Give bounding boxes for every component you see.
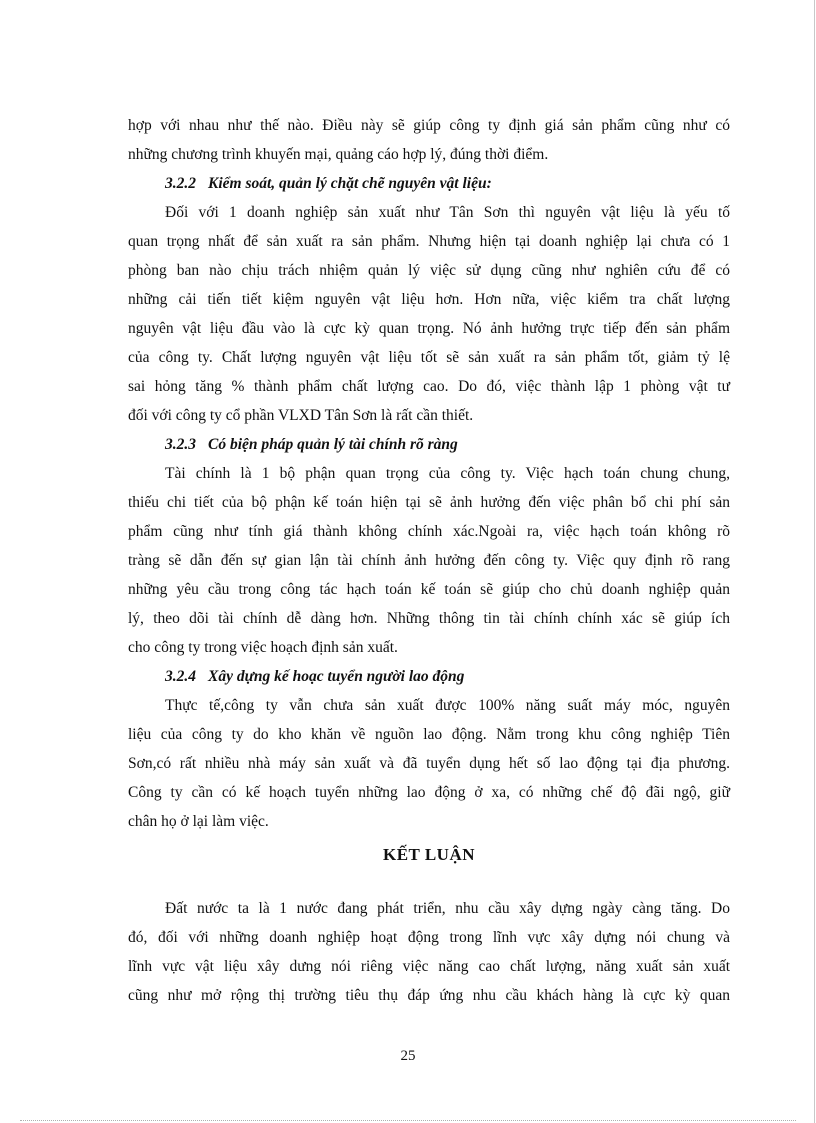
text-line: phòng ban nào chịu trách nhiệm quản lý việc sử dụng cũng như nghiên cứu để có (128, 262, 730, 279)
section-number: 3.2.3 (165, 436, 196, 453)
conclusion-body (128, 894, 730, 1010)
section-number: 3.2.4 (165, 668, 196, 685)
document-body (128, 111, 730, 1010)
text-line: lĩnh vực vật liệu xây dưng nói riêng việc năng cao chất lượng, năng xuất sản xuất (128, 958, 730, 975)
text-line: tràng sẽ dẫn đến sự gian lận tài chính ảnh hưởng đến công ty. Việc quy định rõ rang (128, 552, 730, 569)
text-line: những cải tiến tiết kiệm nguyên vật liệu hơn. Hơn nữa, việc kiểm tra chất lượng (128, 291, 730, 308)
text-line: Tài chính là 1 bộ phận quan trọng của công ty. Việc hạch toán chung chung, (165, 465, 730, 482)
page-bottom-divider (20, 1120, 796, 1121)
text-line: của công ty. Chất lượng nguyên vật liệu tốt sẽ sản xuất ra sản phẩm tốt, giảm tỷ lệ (128, 349, 730, 366)
text-line: Đất nước ta là 1 nước đang phát triển, nhu cầu xây dựng ngày càng tăng. Do (165, 900, 730, 917)
page-edge (814, 0, 815, 1123)
text-line: lý, theo dõi tài chính dễ dàng hơn. Những thông tin tài chính chính xác sẽ giúp ích (128, 610, 730, 627)
section-heading-3-2-4 (128, 662, 730, 691)
text-line: những chương trình khuyến mại, quảng cáo hợp lý, đúng thời điểm. (128, 146, 549, 163)
paragraph-continued (128, 111, 730, 169)
text-line: cho công ty trong việc hoạch định sản xuất. (128, 639, 398, 656)
text-line: Đối với 1 doanh nghiệp sản xuất như Tân Sơn thì nguyên vật liệu là yếu tố (165, 204, 730, 221)
text-line: thiếu chi tiết của bộ phận kế toán hiện tại sẽ ảnh hưởng đến việc phân bổ chi phí sản (128, 494, 730, 511)
text-line: hợp với nhau như thế nào. Điều này sẽ giúp công ty định giá sản phẩm cũng như có (128, 117, 730, 134)
text-line: liệu của công ty do kho khăn về nguồn lao động. Nằm trong khu công nghiệp Tiên (128, 726, 730, 743)
text-line: chân họ ở lại làm việc. (128, 813, 269, 830)
section-title: Kiểm soát, quản lý chặt chẽ nguyên vật liệu: (208, 175, 492, 192)
text-line: sai hỏng tăng % thành phẩm chất lượng cao. Do đó, việc thành lập 1 phòng vật tư (128, 378, 730, 395)
conclusion-title: KẾT LUẬN (382, 845, 475, 864)
text-line: phẩm cũng như tính giá thành không chính xác.Ngoài ra, việc hạch toán không rõ (128, 523, 730, 540)
section-number: 3.2.2 (165, 175, 196, 192)
text-line: đối với công ty cổ phần VLXD Tân Sơn là rất cần thiết. (128, 407, 474, 424)
section-body-3-2-4 (128, 691, 730, 836)
text-line: Công ty cần có kế hoạch tuyển những lao động ở xa, có những chế độ đãi ngộ, giữ (128, 784, 730, 801)
section-heading-3-2-2 (128, 169, 730, 198)
text-line: Thực tế,công ty vẫn chưa sản xuất được 100% năng suất máy móc, nguyên (165, 697, 730, 714)
section-heading-3-2-3 (128, 430, 730, 459)
text-line: Sơn,có rất nhiều nhà máy sản xuất và đã tuyển dụng hết số lao động tại địa phương. (128, 755, 730, 772)
text-line: những yêu cầu trong công tác hạch toán kế toán sẽ giúp cho chủ doanh nghiệp quản (128, 581, 730, 598)
page-number: 25 (400, 1048, 416, 1064)
text-line: cũng như mở rộng thị trường tiêu thụ đáp ứng nhu cầu khách hàng là cực kỳ quan (128, 987, 730, 1004)
section-title: Xây dựng kế hoạc tuyển người lao động (208, 668, 465, 685)
text-line: nguyên vật liệu đầu vào là cực kỳ quan trọng. Nó ảnh hưởng trực tiếp đến sản phẩm (128, 320, 730, 337)
section-title: Có biện pháp quản lý tài chính rõ ràng (208, 436, 458, 453)
text-line: quan trọng nhất để sản xuất ra sản phẩm. Nhưng hiện tại doanh nghiệp lại chưa có 1 (128, 233, 730, 250)
section-body-3-2-2 (128, 198, 730, 430)
section-body-3-2-3 (128, 459, 730, 662)
text-line: đó, đối với những doanh nghiệp hoạt động trong lĩnh vực xây dựng nói chung và (128, 929, 730, 946)
